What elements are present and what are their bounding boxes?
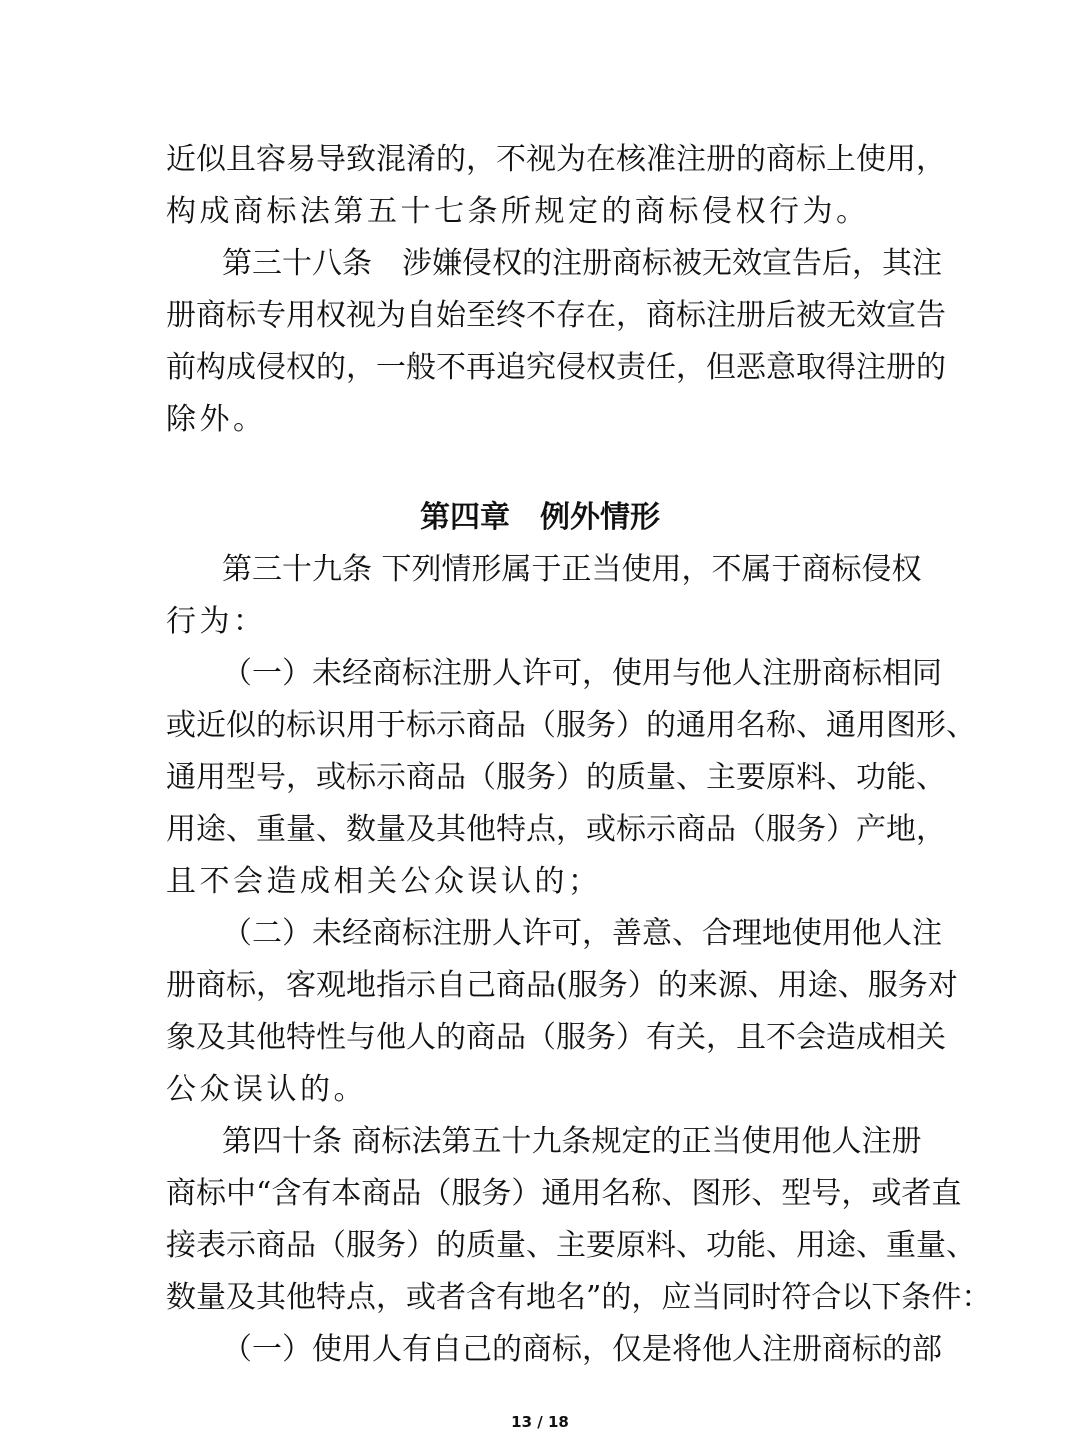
chapter-heading: 第四章 例外情形	[420, 500, 660, 535]
article-38-start: 第三十八条 涉嫌侵权的注册商标被无效宣告后，其注	[222, 246, 942, 281]
text-line: 公众误认的。	[166, 1072, 367, 1107]
text-line: 数量及其他特点，或者含有地名”的，应当同时符合以下条件：	[166, 1280, 992, 1315]
text-line: 通用型号，或标示商品（服务）的质量、主要原料、功能、	[166, 760, 946, 795]
text-line: 构成商标法第五十七条所规定的商标侵权行为。	[166, 194, 870, 229]
text-line: 象及其他特性与他人的商品（服务）有关，且不会造成相关	[166, 1020, 946, 1055]
text-line: 册商标专用权视为自始至终不存在，商标注册后被无效宣告	[166, 298, 946, 333]
text-line: 且不会造成相关公众误认的；	[166, 864, 602, 899]
text-line: 行为：	[166, 604, 267, 639]
text-line: 除外。	[166, 402, 267, 437]
text-line: 册商标，客观地指示自己商品(服务）的来源、用途、服务对	[166, 968, 958, 1003]
text-line: 接表示商品（服务）的质量、主要原料、功能、用途、重量、	[166, 1228, 976, 1263]
article-39-start: 第三十九条 下列情形属于正当使用，不属于商标侵权	[222, 552, 922, 587]
page-number: 13 / 18	[511, 1413, 569, 1431]
text-line: 商标中“含有本商品（服务）通用名称、图形、型号，或者直	[166, 1176, 962, 1211]
text-line: 或近似的标识用于标示商品（服务）的通用名称、通用图形、	[166, 708, 976, 743]
clause-1-start: （一）使用人有自己的商标，仅是将他人注册商标的部	[222, 1332, 942, 1367]
clause-1-start: （一）未经商标注册人许可，使用与他人注册商标相同	[222, 656, 942, 691]
text-line: 前构成侵权的，一般不再追究侵权责任，但恶意取得注册的	[166, 350, 946, 385]
clause-2-start: （二）未经商标注册人许可，善意、合理地使用他人注	[222, 916, 942, 951]
article-40-start: 第四十条 商标法第五十九条规定的正当使用他人注册	[222, 1124, 922, 1159]
text-line: 用途、重量、数量及其他特点，或标示商品（服务）产地，	[166, 812, 946, 847]
text-line: 近似且容易导致混淆的，不视为在核准注册的商标上使用，	[166, 142, 946, 177]
